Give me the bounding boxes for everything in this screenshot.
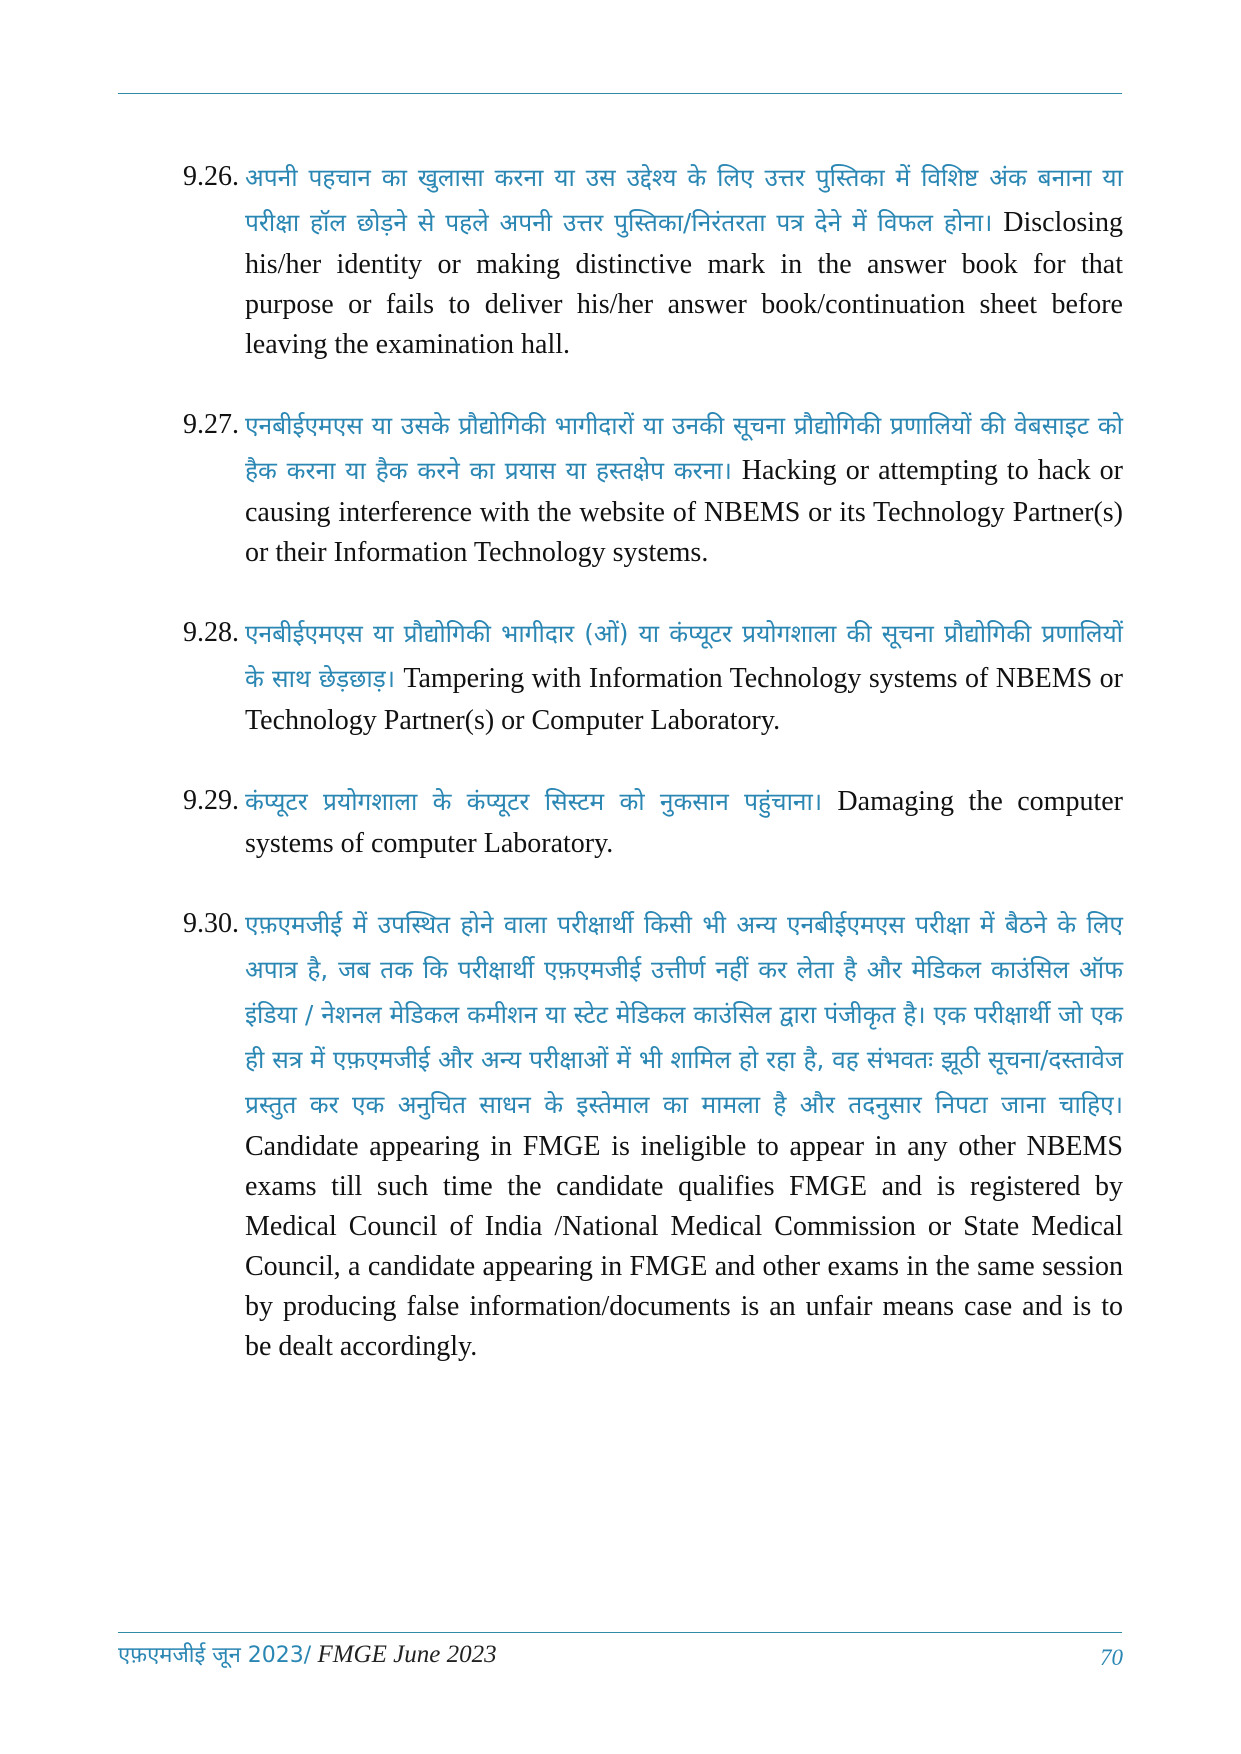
clause-9-27	[183, 403, 1123, 573]
footer-rule	[118, 1632, 1122, 1633]
footer-hindi-title: एफ़एमजीई जून 2023/	[118, 1643, 312, 1668]
clause-english-text: Candidate appearing in FMGE is ineligible to appear in any other NBEMS exams till such time the candidate qualifies FMGE and is registered by Medical Council of India /National Medical Commission or State Medical Council, a candidate appearing in FMGE and other exams in the same session by producing false information/documents is an unfair means case and is to be dealt accordingly.	[245, 1131, 1123, 1362]
clause-number: 9.27.	[183, 409, 239, 440]
clause-list	[183, 155, 1123, 1405]
clause-hindi-text: एनबीईएमएस या उसके प्रौद्योगिकी भागीदारों या उनकी सूचना प्रौद्योगिकी प्रणालियों की वेबसाइट को हैक करना या हैक करने का प्रयास या हस्तक्षेप करना।	[245, 411, 1123, 485]
footer-english-title: FMGE June 2023	[311, 1641, 497, 1668]
clause-hindi-text: कंप्यूटर प्रयोगशाला के कंप्यूटर सिस्टम को नुकसान पहुंचाना।	[245, 787, 838, 816]
clause-number: 9.29.	[183, 785, 239, 816]
page-number: 70	[1100, 1645, 1123, 1670]
clause-9-28	[183, 611, 1123, 741]
clause-english-text: Hacking or attempting to hack or causing interference with the website of NBEMS or its Technology Partner(s) or their Information Technology systems.	[245, 455, 1124, 568]
clause-english-text: Tampering with Information Technology systems of NBEMS or Technology Partner(s) or Computer Laboratory.	[245, 663, 1123, 736]
clause-english-text: Damaging the computer systems of computer Laboratory.	[245, 786, 1123, 859]
clause-9-30	[183, 902, 1123, 1367]
clause-hindi-text: एनबीईएमएस या प्रौद्योगिकी भागीदार (ओं) या कंप्यूटर प्रयोगशाला की सूचना प्रौद्योगिकी प्रणालियों के साथ छेड़छाड़।	[245, 619, 1123, 693]
clause-hindi-text: अपनी पहचान का खुलासा करना या उस उद्देश्य के लिए उत्तर पुस्तिका में विशिष्ट अंक बनाना या परीक्षा हॉल छोड़ने से पहले अपनी उत्तर पुस्तिका/निरंतरता पत्र देने में विफल होना।	[245, 163, 1123, 237]
clause-9-29	[183, 779, 1123, 864]
clause-number: 9.26.	[183, 161, 239, 192]
clause-number: 9.28.	[183, 617, 239, 648]
clause-hindi-text: एफ़एमजीई में उपस्थित होने वाला परीक्षार्थी किसी भी अन्य एनबीईएमएस परीक्षा में बैठने के लिए अपात्र है, जब तक कि परीक्षार्थी एफ़एमजीई उत्तीर्ण नहीं कर लेता है और मेडिकल काउंसिल ऑफ इंडिया / नेशनल मेडिकल कमीशन या स्टेट मेडिकल काउंसिल द्वारा पंजीकृत है। एक परीक्षार्थी जो एक ही सत्र में एफ़एमजीई और अन्य परीक्षाओं में भी शामिल हो रहा है, वह संभवतः झूठी सूचना/दस्तावेज प्रस्तुत कर एक अनुचित साधन के इस्तेमाल का मामला है और तदनुसार निपटा जाना चाहिए।	[245, 910, 1123, 1119]
clause-english-text: Disclosing his/her identity or making distinctive mark in the answer book for that purpose or fails to deliver his/her answer book/continuation sheet before leaving the examination hall.	[245, 207, 1123, 360]
header-rule	[118, 93, 1122, 94]
clause-number: 9.30.	[183, 908, 239, 939]
footer-title	[118, 1637, 497, 1673]
clause-9-26	[183, 155, 1123, 365]
